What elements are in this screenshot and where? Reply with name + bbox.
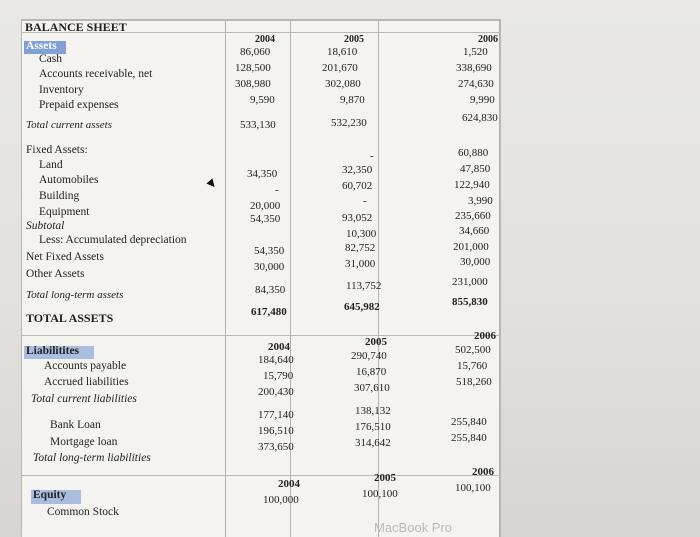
row-label: Total long-term liabilities bbox=[33, 452, 151, 464]
cell-value: 645,982 bbox=[344, 301, 380, 313]
cell-value: 82,752 bbox=[345, 242, 376, 254]
cell-value: 138,132 bbox=[355, 405, 391, 417]
row-label: TOTAL ASSETS bbox=[26, 311, 114, 325]
liabilities-header: Liabilitites bbox=[26, 345, 80, 357]
equity-header: Equity bbox=[33, 489, 67, 501]
row-label: Total long-term assets bbox=[26, 289, 124, 301]
cell-value: 255,840 bbox=[451, 416, 487, 428]
cell-value: 9,590 bbox=[250, 94, 275, 106]
cell-value: 624,830 bbox=[462, 112, 498, 124]
row-label: Accounts payable bbox=[44, 360, 127, 372]
cell-value: - bbox=[370, 150, 374, 162]
year-2004-equity: 2004 bbox=[278, 478, 300, 490]
cell-value: 15,760 bbox=[457, 360, 488, 372]
cell-value: 3,990 bbox=[468, 195, 493, 207]
row-label: Less: Accumulated depreciation bbox=[39, 234, 187, 246]
row-label: Net Fixed Assets bbox=[26, 251, 104, 263]
cell-value: 518,260 bbox=[456, 376, 492, 388]
row-label: Land bbox=[39, 159, 63, 171]
cell-value: 84,350 bbox=[255, 284, 286, 296]
cell-value: 86,060 bbox=[240, 46, 271, 58]
grid-line bbox=[22, 475, 500, 476]
cell-value: 617,480 bbox=[251, 306, 287, 318]
year-2006: 2006 bbox=[478, 34, 498, 45]
row-label: Accrued liabilities bbox=[44, 376, 129, 388]
grid-line bbox=[290, 20, 291, 537]
assets-header: Assets bbox=[26, 40, 57, 52]
row-label: Inventory bbox=[39, 84, 84, 96]
cell-value: 30,000 bbox=[254, 261, 285, 273]
cell-value: 373,650 bbox=[258, 441, 294, 453]
year-2006-liab: 2006 bbox=[474, 330, 496, 342]
cell-value: 307,610 bbox=[354, 382, 390, 394]
cell-value: 855,830 bbox=[452, 296, 488, 308]
cell-value: 10,300 bbox=[346, 228, 377, 240]
cell-value: 100,100 bbox=[362, 488, 398, 500]
device-watermark: MacBook Pro bbox=[374, 520, 453, 535]
cell-value: 16,870 bbox=[356, 366, 387, 378]
cell-value: 93,052 bbox=[342, 212, 373, 224]
row-label: Common Stock bbox=[47, 506, 119, 518]
cell-value: 184,640 bbox=[258, 354, 294, 366]
year-2005: 2005 bbox=[344, 34, 364, 45]
grid-line bbox=[225, 20, 226, 537]
row-label: Total current liabilities bbox=[31, 393, 137, 405]
cell-value: 31,000 bbox=[345, 258, 376, 270]
row-label: Cash bbox=[39, 53, 62, 65]
fixed-assets-header: Fixed Assets: bbox=[26, 144, 88, 156]
cell-value: 274,630 bbox=[458, 78, 494, 90]
row-label: Bank Loan bbox=[50, 419, 101, 431]
cell-value: 302,080 bbox=[325, 78, 361, 90]
cell-value: 176,510 bbox=[355, 421, 391, 433]
cell-value: 47,850 bbox=[460, 163, 491, 175]
grid-line bbox=[22, 335, 500, 336]
row-label: Total current assets bbox=[26, 119, 112, 131]
cell-value: 54,350 bbox=[254, 245, 285, 257]
cell-value: 201,670 bbox=[322, 62, 358, 74]
row-label: Subtotal bbox=[26, 220, 65, 232]
mouse-cursor-icon bbox=[206, 178, 217, 189]
cell-value: 34,660 bbox=[459, 225, 490, 237]
row-label: Mortgage loan bbox=[50, 436, 118, 448]
row-label: Accounts receivable, net bbox=[39, 68, 153, 80]
row-label: Prepaid expenses bbox=[39, 99, 119, 111]
balance-sheet bbox=[22, 20, 500, 537]
cell-value: 15,790 bbox=[263, 370, 294, 382]
cell-value: 60,702 bbox=[342, 180, 373, 192]
cell-value: 128,500 bbox=[235, 62, 271, 74]
cell-value: 18,610 bbox=[327, 46, 358, 58]
year-2004-liab: 2004 bbox=[268, 341, 290, 353]
grid-line bbox=[378, 20, 379, 537]
cell-value: 533,130 bbox=[240, 119, 276, 131]
row-label: Building bbox=[39, 190, 80, 202]
cell-value: 30,000 bbox=[460, 256, 491, 268]
cell-value: 532,230 bbox=[331, 117, 367, 129]
cell-value: 201,000 bbox=[453, 241, 489, 253]
cell-value: - bbox=[275, 184, 279, 196]
cell-value: 9,870 bbox=[340, 94, 365, 106]
cell-value: 290,740 bbox=[351, 350, 387, 362]
year-2004: 2004 bbox=[255, 34, 275, 45]
row-label: Automobiles bbox=[39, 174, 99, 186]
year-2005-equity: 2005 bbox=[374, 472, 396, 484]
cell-value: 100,100 bbox=[455, 482, 491, 494]
cell-value: 308,980 bbox=[235, 78, 271, 90]
year-2005-liab: 2005 bbox=[365, 336, 387, 348]
cell-value: 502,500 bbox=[455, 344, 491, 356]
cell-value: 200,430 bbox=[258, 386, 294, 398]
cell-value: - bbox=[363, 195, 367, 207]
row-label: Other Assets bbox=[26, 268, 85, 280]
cell-value: 9,990 bbox=[470, 94, 495, 106]
sheet-title: BALANCE SHEET bbox=[25, 20, 127, 34]
cell-value: 255,840 bbox=[451, 432, 487, 444]
cell-value: 54,350 bbox=[250, 213, 281, 225]
year-2006-equity: 2006 bbox=[472, 466, 494, 478]
row-label: Equipment bbox=[39, 206, 90, 218]
cell-value: 60,880 bbox=[458, 147, 489, 159]
cell-value: 113,752 bbox=[346, 280, 382, 292]
cell-value: 235,660 bbox=[455, 210, 491, 222]
cell-value: 122,940 bbox=[454, 179, 490, 191]
cell-value: 34,350 bbox=[247, 168, 278, 180]
cell-value: 231,000 bbox=[452, 276, 488, 288]
cell-value: 196,510 bbox=[258, 425, 294, 437]
cell-value: 177,140 bbox=[258, 409, 294, 421]
cell-value: 20,000 bbox=[250, 200, 281, 212]
cell-value: 338,690 bbox=[456, 62, 492, 74]
cell-value: 314,642 bbox=[355, 437, 391, 449]
grid-line bbox=[499, 20, 500, 537]
cell-value: 32,350 bbox=[342, 164, 373, 176]
cell-value: 100,000 bbox=[263, 494, 299, 506]
cell-value: 1,520 bbox=[463, 46, 488, 58]
